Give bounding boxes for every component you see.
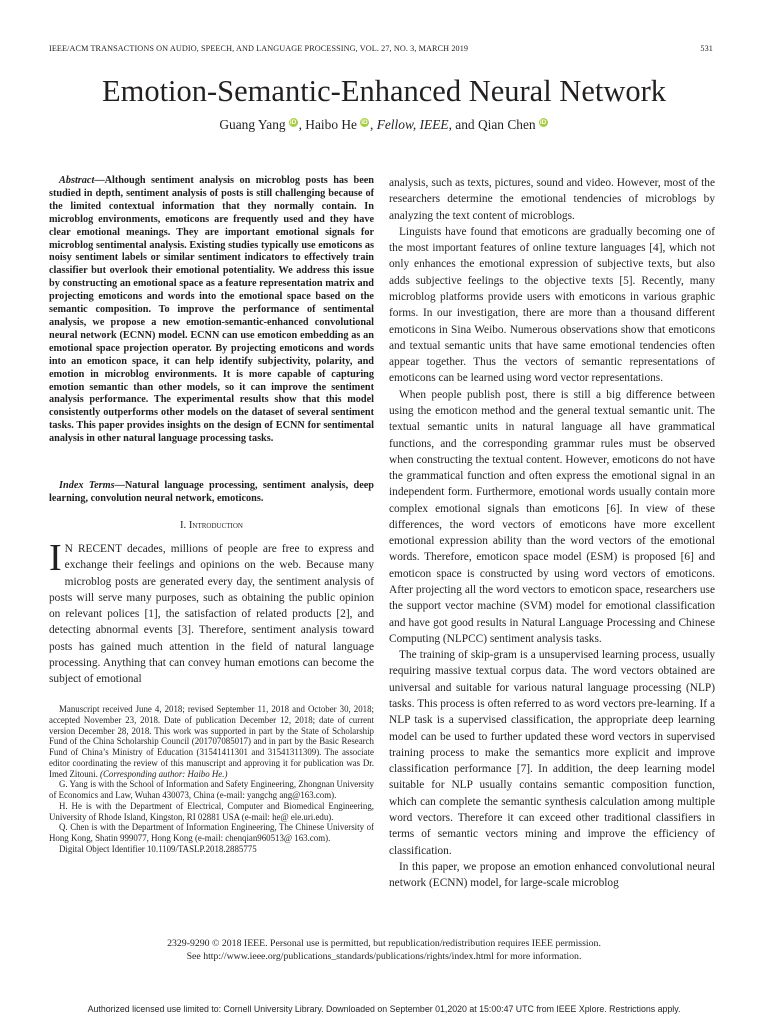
orcid-icon[interactable]: iD <box>289 119 297 126</box>
author-line: Guang Yang iD , Haibo He iD , Fellow, IEEE, and Qian Chen iD <box>219 117 547 132</box>
section-heading <box>49 519 374 532</box>
corresponding-author: (Corresponding author: Haibo He.) <box>100 768 228 779</box>
abstract-text: Although sentiment analysis on microblog posts has been studied in depth, sentiment analysis of posts is still challenging because of the limited contextual information that they normally contain. In microblog environments, emoticons are frequently used and they have clear emotional meanings. They are important emotional signals for microblog sentimental analysis. Existing studies typically use emoticons as noisy sentiment labels or similar sentiment indicators to effectively train classifier but overlook their emotional potentiality. We address this issue by constructing an emotional space as a feature representation matrix and projecting emoticons and words into the emotional space based on the semantic composition. To improve the performance of sentimental analysis, we propose a new emotion-semantic-enhanced convolutional neural network (ECNN) model. ECNN can use emoticon embedding as an emotional space projection operator. By projecting emoticons and words into an emoticon space, it can help identify subjectivity, polarity, and emotion in microblog environments. It is more capable of capturing emotion semantic than other models, so it can improve the sentiment analysis performance. The experimental results show that this model consistently outperforms other models on the dataset of several sentiment tasks. This paper provides insights on the design of ECNN for sentimental analysis in other natural language processing tasks. <box>49 175 374 445</box>
footnotes <box>49 704 374 855</box>
paper-title: Emotion-Semantic-Enhanced Neural Network <box>101 74 667 108</box>
affiliation-he: H. He is with the Department of Electrical, Computer and Biomedical Engineering, University of Rhode Island, Kingston, RI 02881 USA (e-mail: he@ ele.uri.edu). <box>49 800 374 822</box>
paragraph: When people publish post, there is still a big difference between using the emoticon method and the general textual semantic unit. The textual semantic units in natural language all have grammatical functions, and the corresponding grammar rules must be observed when constructing the textual content. However, emoticons do not have the grammatical function and often express the emotional signal in an independent form. Furthermore, emotional words usually contain more complex emotional signals than emoticons [6]. In view of these differences, the word vectors of emoticons have more excellent emotional expression ability than the word vectors of the emotional words. Therefore, emoticon space model (ESM) is proposed [6] and emoticon space is constructed by using word vectors of emoticons. After projecting all the word vectors to emoticon space, researchers use the support vector machine (SVM) model for emotional classification and have got good results in Natural Language Processing and Chinese Computing (NLPCC) sentiment analysis tasks. <box>389 388 715 645</box>
orcid-icon[interactable]: iD <box>539 119 547 126</box>
paragraph: In this paper, we propose an emotion enhanced convolutional neural network (ECNN) model, for large-scale microblog <box>389 860 715 890</box>
index-terms-label: Index Terms <box>59 480 115 491</box>
rights-link[interactable]: See http://www.ieee.org/publications_standards/publications/rights/index.html for more information. <box>186 950 582 962</box>
section-title: Introduction <box>188 520 243 531</box>
authorized-use-notice: Authorized licensed use limited to: Cornell University Library. Downloaded on September 01,2020 at 15:00:47 UTC from IEEE Xplore. Restrictions apply. <box>87 1004 681 1014</box>
copyright-notice <box>0 938 768 963</box>
abstract-label: Abstract <box>59 175 95 186</box>
author-name: Qian Chen <box>477 117 536 132</box>
author-name: Haibo He <box>305 117 357 132</box>
intro-text: decades, millions of people are free to express and exchange their feelings and opinions on the web. Because many microblog posts are generated every day, the sentiment analysis of posts will serve many purposes, such as obtaining the public opinion on relevant polices [1], the satisfaction of related products [2], and detecting abnormal events [3]. Therefore, sentiment analysis toward posts has gained much attention in the field of natural language processing. Anything that can convey human emotions can become the subject of emotional <box>49 543 375 686</box>
drop-cap: I <box>49 537 62 579</box>
author-role: Fellow, IEEE <box>376 117 449 132</box>
paragraph: analysis, such as texts, pictures, sound and video. However, most of the researchers determine the emotional tendencies of microblogs by analyzing the text content of microblogs. <box>389 177 715 222</box>
index-terms-text: Natural language processing, sentiment analysis, deep learning, convolution neural network, emoticons. <box>49 480 374 504</box>
paragraph: Linguists have found that emoticons are gradually becoming one of the most important features of online texture languages [4], which not only enhances the emotional expression of subjective texts, but also adds subjective feelings to the objective texts [5]. Recently, many microblog platforms provide users with emoticons in various graphic forms. In our investigation, there are more than a thousand different emoticons in Sina Weibo. Numerous observations show that emoticons and textual semantic units that have same emotional tendencies often appear together. Thus the vectors of semantic representations of emoticons can be learned using word vector representations. <box>389 225 715 385</box>
page-number: 531 <box>700 44 713 53</box>
author-conjunction: , and <box>448 117 475 132</box>
journal-header: IEEE/ACM TRANSACTIONS ON AUDIO, SPEECH, AND LANGUAGE PROCESSING, VOL. 27, NO. 3, MARCH 2019 <box>49 44 469 53</box>
manuscript-note: Manuscript received June 4, 2018; revised September 11, 2018 and October 30, 2018; accepted November 23, 2018. Date of publication December 12, 2018; date of current version December 28, 2018. This work was supported in part by the State of Scholarship Fund of the China Scholarship Council (201707085017) and in part by the Basic Research Fund of China’s Ministry of Education (31541411301 and 31541311309). The associate editor coordinating the review of this manuscript and approving it for publication was Dr. Imed Zitouni. <box>49 704 374 779</box>
section-numeral: I. <box>180 520 187 531</box>
intro-left-column <box>49 537 375 688</box>
orcid-icon[interactable]: iD <box>361 119 368 126</box>
affiliation-yang: G. Yang is with the School of Information and Safety Engineering, Zhongnan University of Economics and Law, Wuhan 430073, China (e-mail: yangchg ang@163.com). <box>49 779 374 800</box>
paragraph: The training of skip-gram is a unsupervised learning process, usually requiring massive textual corpus data. The word vectors obtained are universal and suitable for various natural language processing (NLP) tasks. This process is often referred to as word vectors pre-learning. If a NLP task is a supervised classification, the appropriate deep learning model can be used to further updated these word vectors in supervised training process to make the semantics more explicit and improve classification performance [7]. In addition, the deep learning model suitable for NLP usually contains semantic composition function, which can complete the semantic synthesis calculation among multiple word vectors. Therefore it can exceed other traditional classifiers in terms of semantic vectors mining and improve the efficiency of classification. <box>389 649 715 857</box>
doi[interactable]: Digital Object Identifier 10.1109/TASLP.2018.2885775 <box>59 843 257 854</box>
author-name: Guang Yang <box>219 117 286 132</box>
index-terms: Index Terms—Natural language processing, sentiment analysis, deep learning, convolution neural network, emoticons. <box>49 480 374 504</box>
right-column <box>389 175 715 891</box>
intro-lead: N RECENT <box>64 543 122 555</box>
copyright-line: 2329-9290 © 2018 IEEE. Personal use is permitted, but republication/redistribution requires IEEE permission. <box>167 938 601 949</box>
abstract: Abstract—Although sentiment analysis on microblog posts has been studied in depth, sentiment analysis of posts is still challenging because of the limited contextual information that they normally contain. In microblog environments, emoticons are frequently used and they have clear emotional meanings. They are important emotional signals for microblog sentimental analysis. Existing studies typically use emoticons as noisy sentiment labels or similar sentiment indicators to effectively train classifier but overlook their emotional potentiality. We address this issue by constructing an emotional space as a feature representation matrix and projecting emoticons and words into the emotional space based on the semantic composition. To improve the performance of sentimental analysis, we propose a new emotion-semantic-enhanced convolutional neural network (ECNN) model. ECNN can use emoticon embedding as an emotional space projection operator. By projecting emoticons and words into an emoticon space, it can help identify subjectivity, polarity, and emotion in microblog environments. It is more capable of capturing emotion semantic than other models, so it can improve the sentiment analysis performance. The experimental results show that this model consistently outperforms other models on the dataset of several sentiment tasks. This paper provides insights on the design of ECNN for sentimental analysis in other natural language processing tasks. <box>49 175 374 445</box>
affiliation-chen: Q. Chen is with the Department of Information Engineering, The Chinese University of Hong Kong, Shatin 999077, Hong Kong (e-mail: chenqian960513@ 163.com). <box>49 822 374 843</box>
